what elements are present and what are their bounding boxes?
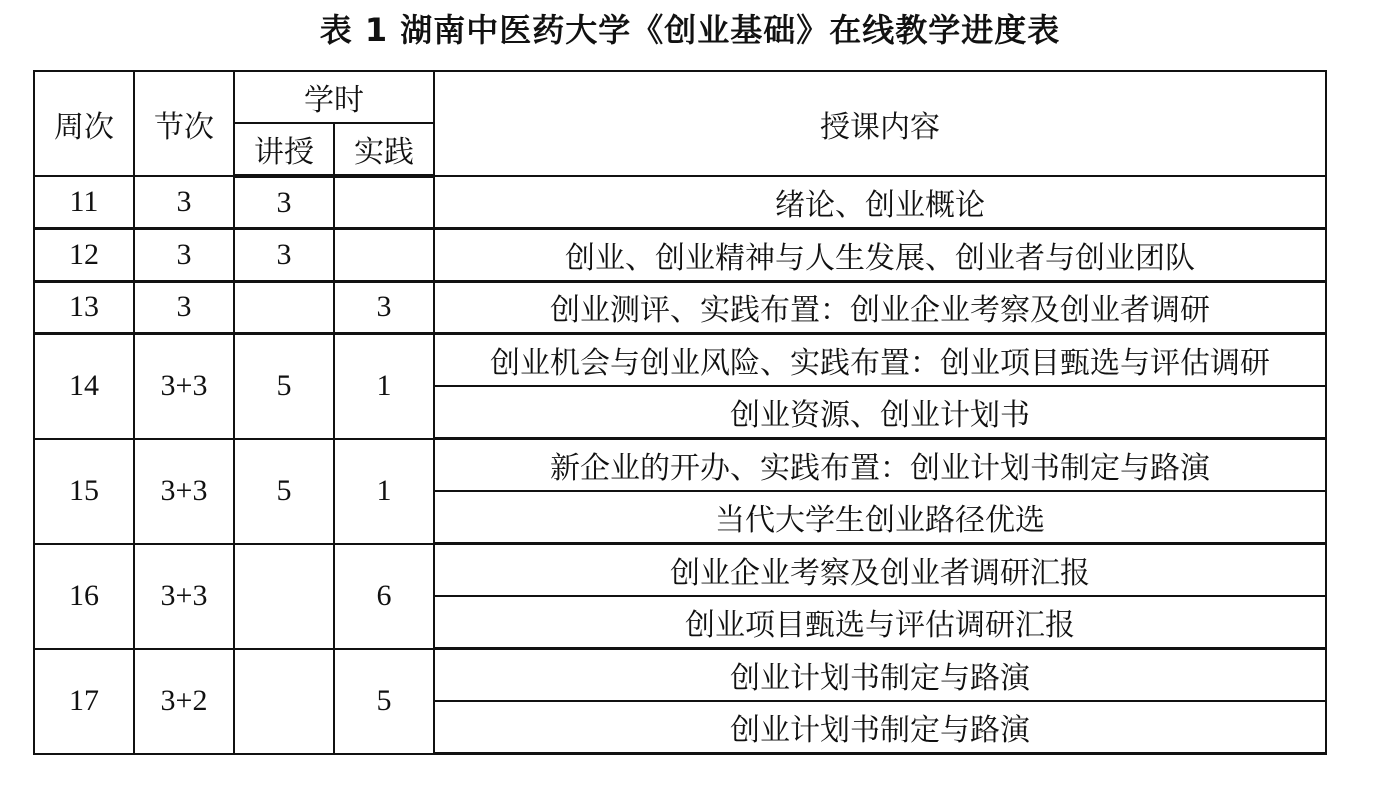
week-cell: 11 bbox=[34, 176, 134, 229]
content-cell: 创业、创业精神与人生发展、创业者与创业团队 bbox=[434, 229, 1326, 282]
lecture-hours-cell bbox=[234, 544, 334, 649]
table-row bbox=[34, 439, 1326, 492]
table-row bbox=[34, 334, 1326, 387]
header-sessions: 节次 bbox=[134, 71, 234, 176]
practice-hours-cell: 5 bbox=[334, 649, 434, 754]
sessions-cell: 3+3 bbox=[134, 334, 234, 439]
content-cell: 创业测评、实践布置：创业企业考察及创业者调研 bbox=[434, 281, 1326, 334]
week-cell: 12 bbox=[34, 229, 134, 282]
content-cell: 新企业的开办、实践布置：创业计划书制定与路演 bbox=[434, 439, 1326, 492]
content-cell: 创业机会与创业风险、实践布置：创业项目甄选与评估调研 bbox=[434, 334, 1326, 387]
practice-hours-cell bbox=[334, 229, 434, 282]
schedule-table bbox=[33, 70, 1327, 755]
content-cell: 创业计划书制定与路演 bbox=[434, 649, 1326, 702]
table-row bbox=[34, 176, 1326, 229]
practice-hours-cell: 1 bbox=[334, 334, 434, 439]
sessions-cell: 3 bbox=[134, 176, 234, 229]
week-cell: 13 bbox=[34, 281, 134, 334]
lecture-hours-cell: 3 bbox=[234, 176, 334, 229]
table-row bbox=[34, 281, 1326, 334]
lecture-hours-cell bbox=[234, 649, 334, 754]
practice-hours-cell bbox=[334, 176, 434, 229]
content-cell: 当代大学生创业路径优选 bbox=[434, 491, 1326, 544]
week-cell: 16 bbox=[34, 544, 134, 649]
practice-hours-cell: 3 bbox=[334, 281, 434, 334]
sessions-cell: 3+3 bbox=[134, 544, 234, 649]
lecture-hours-cell: 3 bbox=[234, 229, 334, 282]
sessions-cell: 3 bbox=[134, 229, 234, 282]
table-caption: 表 1 湖南中医药大学《创业基础》在线教学进度表 bbox=[319, 11, 1061, 49]
lecture-hours-cell: 5 bbox=[234, 334, 334, 439]
week-cell: 14 bbox=[34, 334, 134, 439]
content-cell: 创业企业考察及创业者调研汇报 bbox=[434, 544, 1326, 597]
sessions-cell: 3+3 bbox=[134, 439, 234, 544]
header-practice: 实践 bbox=[334, 123, 434, 176]
week-cell: 15 bbox=[34, 439, 134, 544]
content-cell: 创业资源、创业计划书 bbox=[434, 386, 1326, 439]
header-hours: 学时 bbox=[234, 71, 434, 123]
lecture-hours-cell bbox=[234, 281, 334, 334]
sessions-cell: 3 bbox=[134, 281, 234, 334]
table-row bbox=[34, 649, 1326, 702]
content-cell: 创业项目甄选与评估调研汇报 bbox=[434, 596, 1326, 649]
content-cell: 创业计划书制定与路演 bbox=[434, 701, 1326, 754]
practice-hours-cell: 6 bbox=[334, 544, 434, 649]
table-row bbox=[34, 229, 1326, 282]
schedule-body bbox=[34, 176, 1326, 754]
lecture-hours-cell: 5 bbox=[234, 439, 334, 544]
table-row bbox=[34, 544, 1326, 597]
content-cell: 绪论、创业概论 bbox=[434, 176, 1326, 229]
header-content: 授课内容 bbox=[434, 71, 1326, 176]
header-lecture: 讲授 bbox=[234, 123, 334, 176]
practice-hours-cell: 1 bbox=[334, 439, 434, 544]
week-cell: 17 bbox=[34, 649, 134, 754]
sessions-cell: 3+2 bbox=[134, 649, 234, 754]
header-week: 周次 bbox=[34, 71, 134, 176]
